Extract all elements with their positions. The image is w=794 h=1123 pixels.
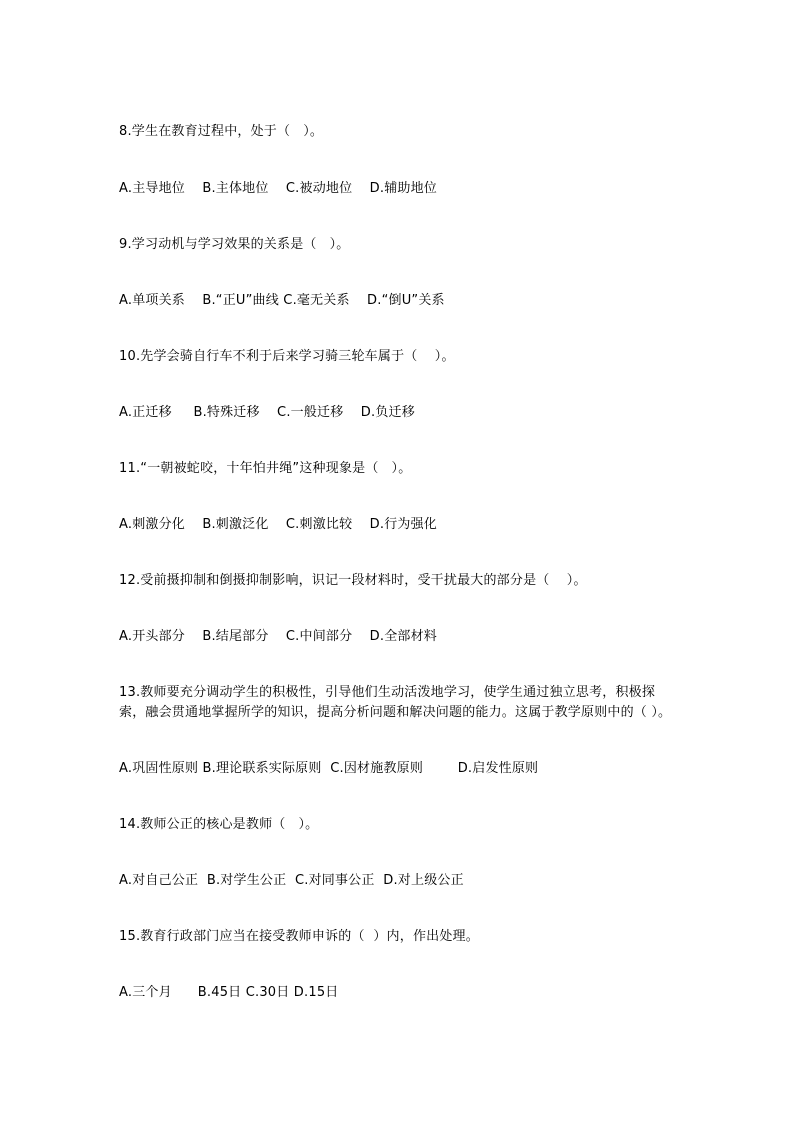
question-8-stem: 8.学生在教育过程中，处于（ ）。 bbox=[119, 124, 324, 139]
question-12-options: A.开头部分 B.结尾部分 C.中间部分 D.全部材料 bbox=[119, 629, 437, 644]
question-11-options: A.刺激分化 B.刺激泛化 C.刺激比较 D.行为强化 bbox=[119, 517, 437, 532]
question-11-stem: 11.“一朝被蛇咬，十年怕井绳”这种现象是（ ）。 bbox=[119, 461, 412, 476]
question-10-stem: 10.先学会骑自行车不利于后来学习骑三轮车属于（ ）。 bbox=[119, 349, 455, 364]
question-13-options: A.巩固性原则 B.理论联系实际原则 C.因材施教原则 D.启发性原则 bbox=[119, 761, 539, 776]
question-14-stem: 14.教师公正的核心是教师（ ）。 bbox=[119, 817, 319, 832]
question-15-stem: 15.教育行政部门应当在接受教师申诉的（ ）内，作出处理。 bbox=[119, 929, 479, 944]
question-13-stem: 13.教师要充分调动学生的积极性，引导他们生动活泼地学习，使学生通过独立思考，积极探索，融会贯通地掌握所学的知识，提高分析问题和解决问题的能力。这属于教学原则中的（ ）。 bbox=[119, 685, 672, 720]
question-9-stem: 9.学习动机与学习效果的关系是（ ）。 bbox=[119, 237, 350, 252]
question-9-options: A.单项关系 B.“正U”曲线 C.毫无关系 D.“倒U”关系 bbox=[119, 293, 445, 308]
question-10-options: A.正迁移 B.特殊迁移 C.一般迁移 D.负迁移 bbox=[119, 405, 415, 420]
question-8-options: A.主导地位 B.主体地位 C.被动地位 D.辅助地位 bbox=[119, 181, 437, 196]
question-12-stem: 12.受前摄抑制和倒摄抑制影响，识记一段材料时，受干扰最大的部分是（ ）。 bbox=[119, 573, 587, 588]
question-15-options: A.三个月 B.45日 C.30日 D.15日 bbox=[119, 985, 339, 1000]
question-14-options: A.对自己公正 B.对学生公正 C.对同事公正 D.对上级公正 bbox=[119, 873, 464, 888]
